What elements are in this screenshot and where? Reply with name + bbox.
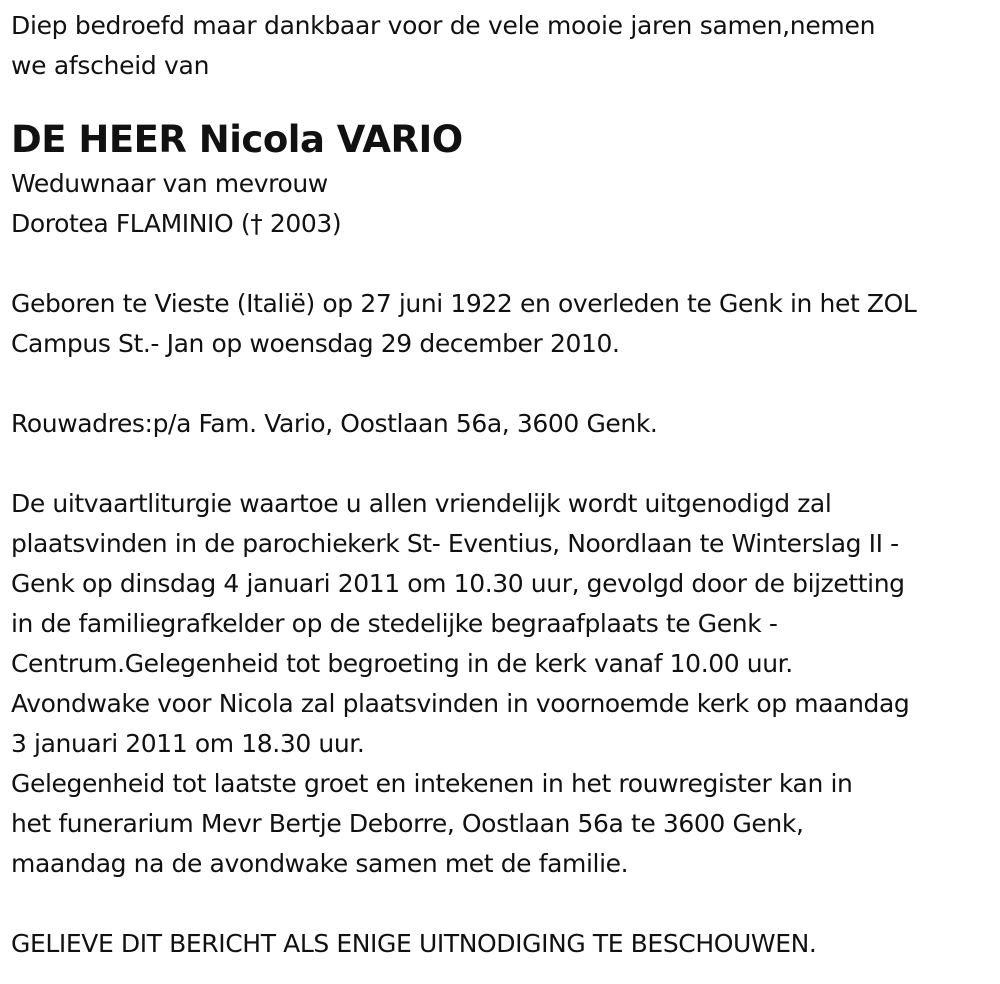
birth-death-line: Geboren te Vieste (Italië) op 27 juni 1922 en overleden te Genk in het ZOL [11,289,917,318]
spouse-block [11,164,996,244]
ceremony-line: Avondwake voor Nicola zal plaatsvinden in voornoemde kerk op maandag [11,689,910,718]
ceremony-line: Genk op dinsdag 4 januari 2011 om 10.30 uur, gevolgd door de bijzetting [11,569,905,598]
birth-death-line: Campus St.- Jan op woensdag 29 december 2010. [11,329,620,358]
obituary-notice [11,6,996,964]
ceremony-line: plaatsvinden in de parochiekerk St- Eventius, Noordlaan te Winterslag II - [11,529,899,558]
ceremony-line: maandag na de avondwake samen met de familie. [11,849,629,878]
birth-death-paragraph [11,284,996,364]
ceremony-line: 3 januari 2011 om 18.30 uur. [11,729,365,758]
deceased-name: DE HEER Nicola VARIO [11,118,463,161]
ceremony-line: in de familiegrafkelder op de stedelijke begraafplaats te Genk - [11,609,778,638]
spouse-line: Dorotea FLAMINIO († 2003) [11,209,342,238]
spouse-line: Weduwnaar van mevrouw [11,169,328,198]
intro-paragraph [11,6,996,86]
ceremony-line: De uitvaartliturgie waartoe u allen vriendelijk wordt uitgenodigd zal [11,489,832,518]
closing-notice: GELIEVE DIT BERICHT ALS ENIGE UITNODIGING TE BESCHOUWEN. [11,929,817,958]
address-line: Rouwadres:p/a Fam. Vario, Oostlaan 56a, 3600 Genk. [11,409,658,438]
ceremony-paragraph [11,484,996,884]
intro-line: Diep bedroefd maar dankbaar voor de vele mooie jaren samen,nemen [11,11,876,40]
intro-line: we afscheid van [11,51,210,80]
ceremony-line: Centrum.Gelegenheid tot begroeting in de kerk vanaf 10.00 uur. [11,649,793,678]
ceremony-line: het funerarium Mevr Bertje Deborre, Oostlaan 56a te 3600 Genk, [11,809,804,838]
ceremony-line: Gelegenheid tot laatste groet en intekenen in het rouwregister kan in [11,769,853,798]
address-paragraph [11,404,996,444]
